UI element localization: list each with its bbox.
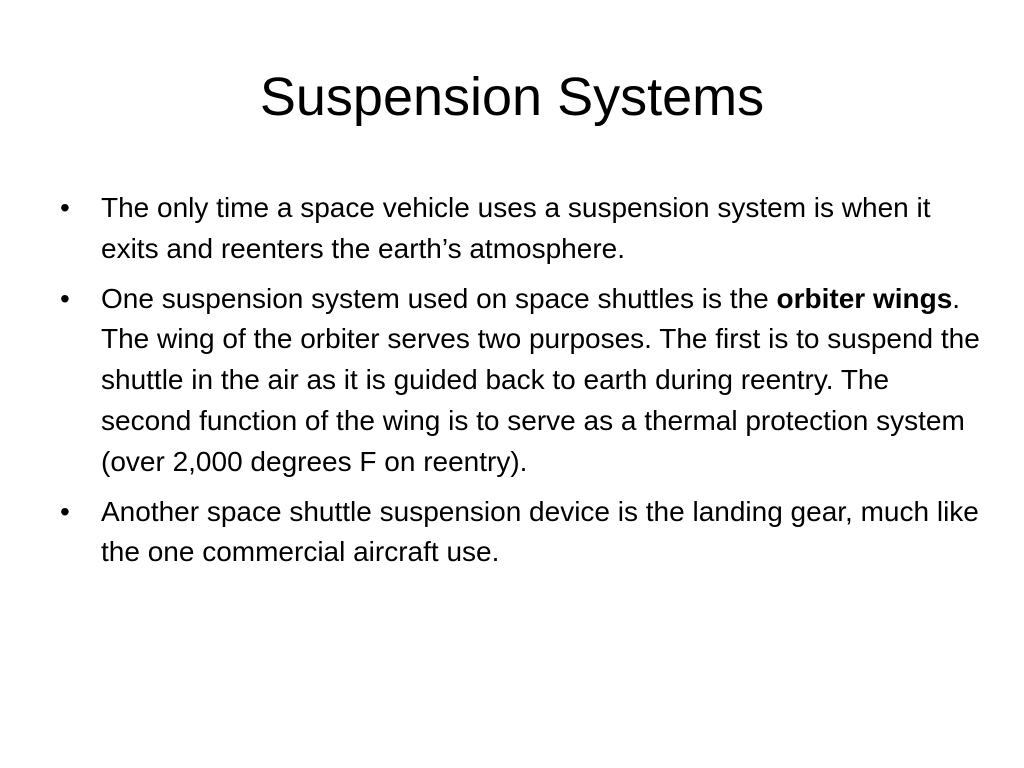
bullet-item-1 xyxy=(60,188,980,270)
bullet-text: The only time a space vehicle uses a suspension system is when it exits and reenters the earth’s atmosphere. xyxy=(101,192,931,264)
bold-term: orbiter wings xyxy=(776,282,953,314)
bullet-icon: • xyxy=(60,495,70,527)
bullet-text-before: One suspension system used on space shuttles is the xyxy=(101,282,777,314)
bullet-text: Another space shuttle suspension device is the landing gear, much like the one commercial aircraft use. xyxy=(101,495,979,568)
bullet-list xyxy=(60,188,980,582)
bullet-icon: • xyxy=(60,282,70,314)
bullet-item-3 xyxy=(60,492,980,574)
bullet-icon: • xyxy=(60,192,70,223)
bullet-text-after: . The wing of the orbiter serves two purposes. The first is to suspend the shuttle in the air as it is guided back to earth during reentry. The second function of the wing is to serve as a thermal protection system (over 2,000 degrees F on reentry). xyxy=(101,282,980,477)
bullet-item-2 xyxy=(60,279,980,483)
slide-title: Suspension Systems xyxy=(259,67,765,127)
